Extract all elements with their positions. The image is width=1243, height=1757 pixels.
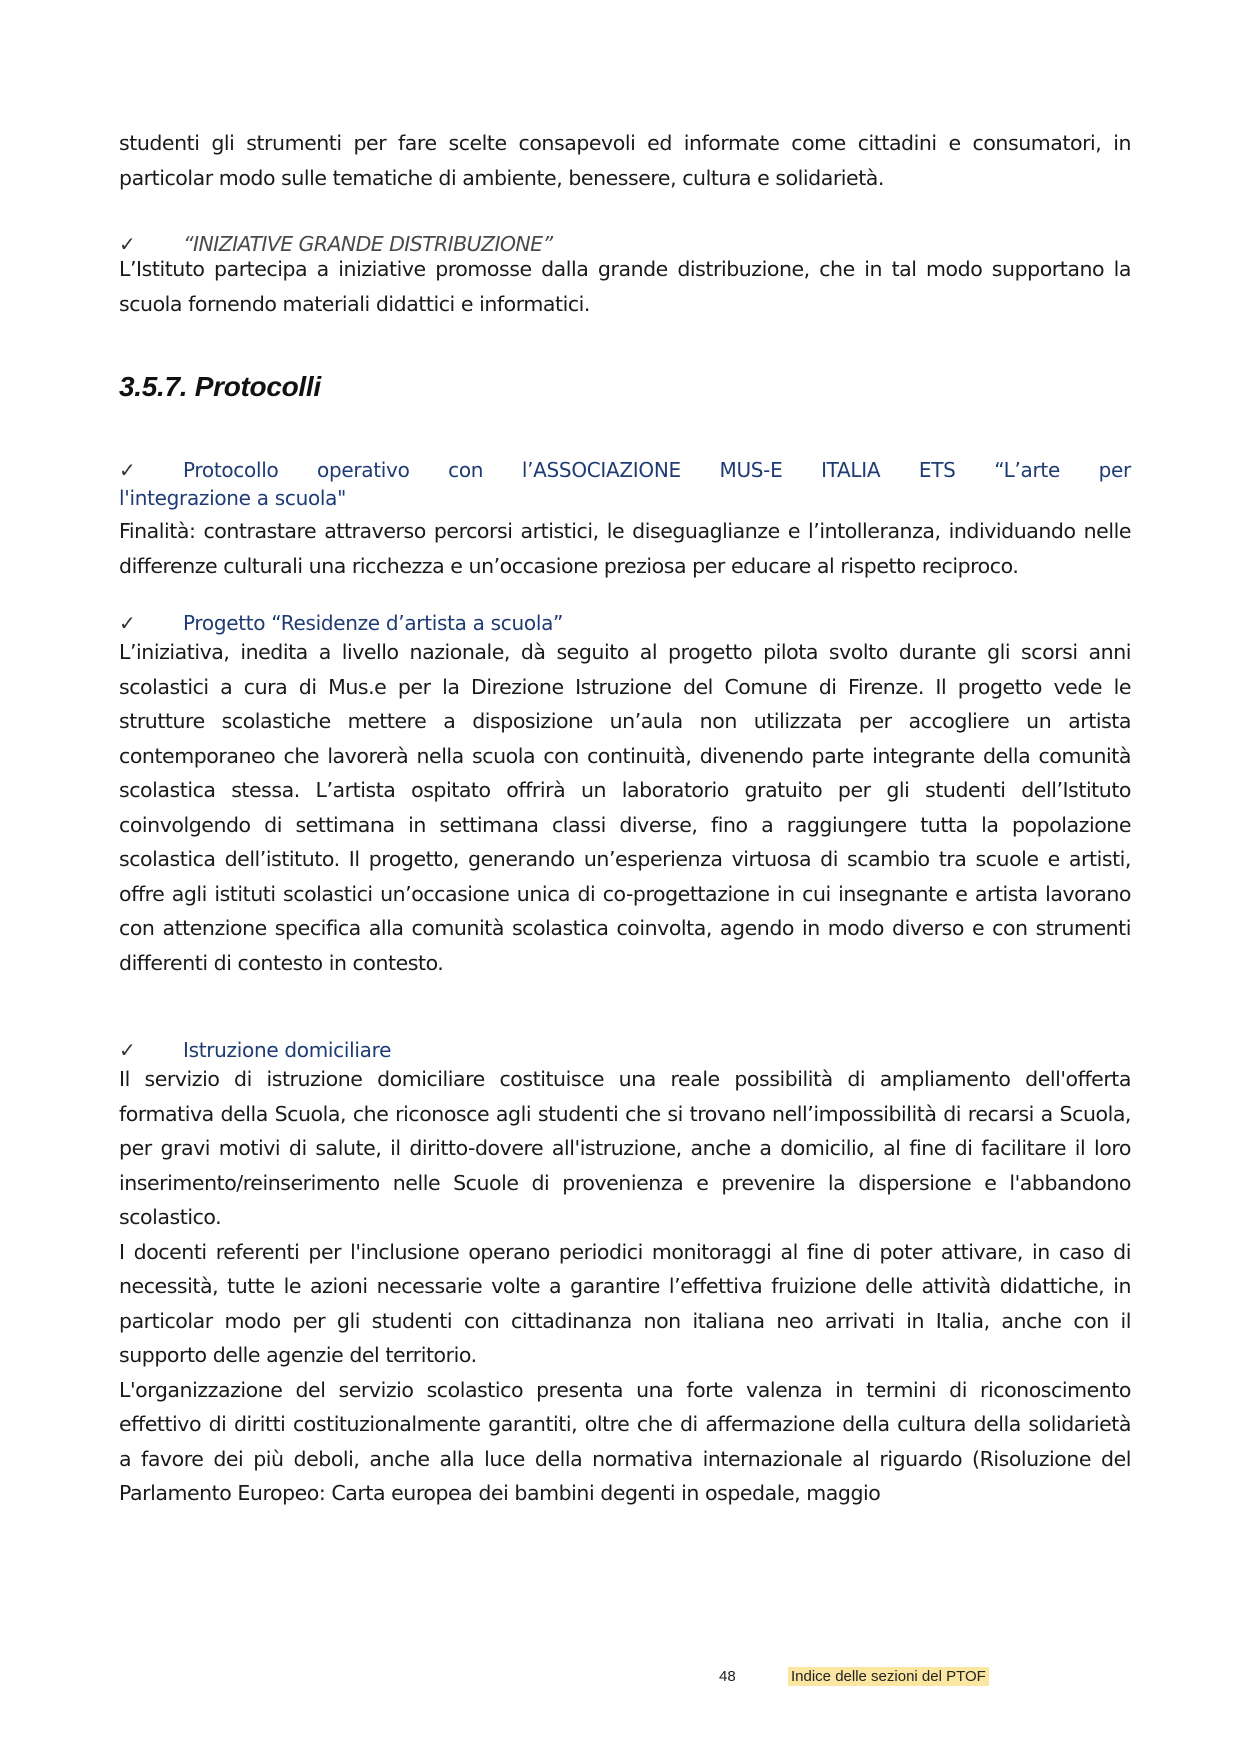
document-page — [119, 126, 1131, 1511]
mus-e-title-word: Protocollo — [183, 458, 279, 482]
mus-e-title-word: “L’arte — [994, 458, 1060, 482]
istruzione-domiciliare-paragraph: Il servizio di istruzione domiciliare costituisce una reale possibilità di ampliamento dell'offerta formativa della Scuola, che riconosce agli studenti che si trovano nell’impossibilità di recarsi a Scuola, per gravi motivi di salute, il diritto-dovere all'istruzione, anche a domicilio, al fine di facilitare il loro inserimento/reinserimento nelle Scuole di provenienza e prevenire la dispersione e l'abbandono scolastico. — [119, 1067, 1131, 1229]
section-heading: 3.5.7. Protocolli — [119, 371, 321, 402]
istruzione-domiciliare-title-line — [119, 1038, 1131, 1062]
grande-distribuzione-title: “INIZIATIVE GRANDE DISTRIBUZIONE” — [183, 232, 553, 256]
istruzione-domiciliare-paragraph: I docenti referenti per l'inclusione operano periodici monitoraggi al fine di poter attivare, in caso di necessità, tutte le azioni necessarie volte a garantire l’effettiva fruizione delle attività didattiche, in particolar modo per gli studenti con cittadinanza non italiana neo arrivati in Italia, anche con il supporto delle agenzie del territorio. — [119, 1239, 1131, 1367]
mus-e-title — [183, 458, 1131, 482]
residenze-body: L’iniziativa, inedita a livello nazionale, dà seguito al progetto pilota svolto durante gli scorsi anni scolastici a cura di Mus.e per la Direzione Istruzione del Comune di Firenze. Il progetto vede le strutture scolastiche mettere a disposizione un’aula non utilizzata per accogliere un artista contemporaneo che lavorerà nella scuola con continuità, divenendo parte integrante della comunità scolastica stessa. L’artista ospitato offrirà un laboratorio gratuito per gli studenti dell’Istituto coinvolgendo di settimana in settimana classi diverse, fino a raggiungere tutta la popolazione scolastica dell’istituto. Il progetto, generando un’esperienza virtuosa di scambio tra scuole e artisti, offre agli istituti scolastici un’occasione unica di co-progettazione in cui insegnante e artista lavorano con attenzione specifica alla comunità scolastica coinvolta, agendo in modo diverso e con strumenti differenti di contesto in contesto. — [119, 640, 1131, 975]
mus-e-title-word: ITALIA — [821, 458, 881, 482]
mus-e-title-word: ETS — [918, 458, 956, 482]
grande-distribuzione-body: L’Istituto partecipa a iniziative promosse dalla grande distribuzione, che in tal modo supportano la scuola fornendo materiali didattici e informatici. — [119, 257, 1131, 316]
mus-e-title-word: MUS-E — [719, 458, 783, 482]
mus-e-title-word: operativo — [317, 458, 410, 482]
mus-e-title-word: con — [448, 458, 484, 482]
checkmark-icon: ✓ — [119, 232, 136, 256]
index-link[interactable]: Indice delle sezioni del PTOF — [788, 1667, 989, 1686]
page-number: 48 — [719, 1668, 736, 1685]
checkmark-icon: ✓ — [119, 611, 136, 635]
intro-paragraph: studenti gli strumenti per fare scelte consapevoli ed informate come cittadini e consumatori, in particolar modo sulle tematiche di ambiente, benessere, cultura e solidarietà. — [119, 131, 1131, 190]
mus-e-title-word: l’ASSOCIAZIONE — [521, 458, 681, 482]
mus-e-title-word: per — [1098, 458, 1131, 482]
mus-e-title-continuation: l'integrazione a scuola" — [119, 486, 346, 510]
checkmark-icon: ✓ — [119, 1038, 136, 1062]
mus-e-title-line — [119, 458, 1131, 482]
istruzione-domiciliare-paragraph: L'organizzazione del servizio scolastico presenta una forte valenza in termini di riconoscimento effettivo di diritti costituzionalmente garantiti, oltre che di affermazione della cultura della solidarietà a favore dei più deboli, anche alla luce della normativa internazionale al riguardo (Risoluzione del Parlamento Europeo: Carta europea dei bambini degenti in ospedale, maggio — [119, 1377, 1131, 1505]
mus-e-body: Finalità: contrastare attraverso percorsi artistici, le diseguaglianze e l’intolleranza, individuando nelle differenze culturali una ricchezza e un’occasione preziosa per educare al rispetto reciproco. — [119, 519, 1131, 578]
checkmark-icon: ✓ — [119, 458, 136, 482]
residenze-title: Progetto “Residenze d’artista a scuola” — [183, 611, 564, 635]
istruzione-domiciliare-title: Istruzione domiciliare — [183, 1038, 392, 1062]
residenze-title-line — [119, 611, 1131, 635]
page-footer — [0, 1668, 1243, 1690]
